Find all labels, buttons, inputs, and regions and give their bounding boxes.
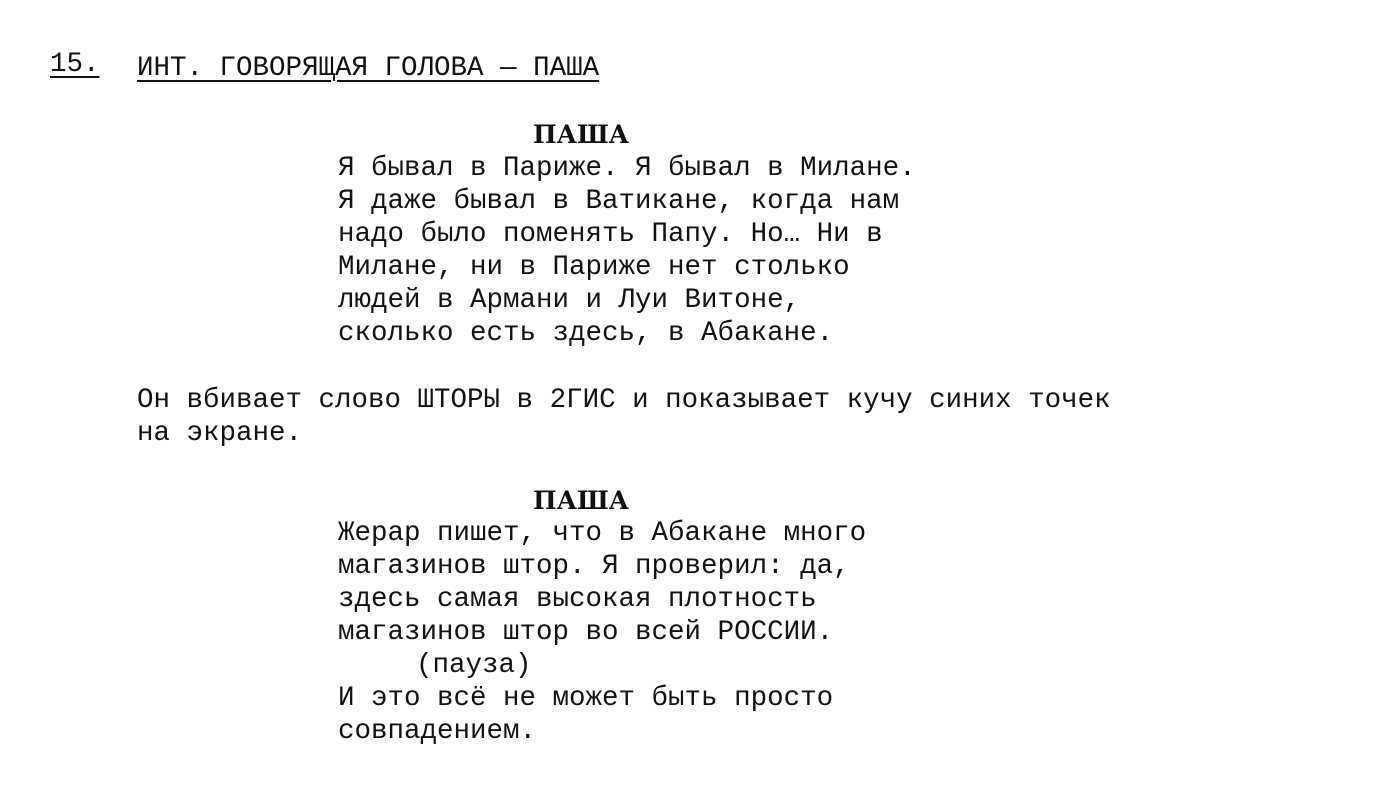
character-name-pasha-2: ПАША [533, 486, 630, 515]
character-name-pasha-1: ПАША [533, 120, 630, 149]
dialogue-line: Жерар пишет, что в Абакане много [338, 518, 867, 549]
action-line: на экране. [137, 418, 303, 449]
dialogue-line: сколько есть здесь, в Абакане. [338, 318, 834, 349]
dialogue-line: надо было поменять Папу. Но… Ни в [338, 219, 883, 250]
dialogue-line: Я даже бывал в Ватикане, когда нам [338, 186, 900, 217]
scene-number: 15. [50, 49, 100, 80]
dialogue-line: И это всё не может быть просто [338, 683, 834, 714]
dialogue-line: совпадением. [338, 716, 537, 747]
dialogue-line: магазинов штор. Я проверил: да, [338, 551, 850, 582]
parenthetical: (пауза) [416, 650, 532, 681]
scene-heading: ИНТ. ГОВОРЯЩАЯ ГОЛОВА — ПАША [137, 53, 600, 84]
dialogue-line: людей в Армани и Луи Витоне, [338, 285, 801, 316]
dialogue-line: магазинов штор во всей РОССИИ. [338, 617, 834, 648]
action-line: Он вбивает слово ШТОРЫ в 2ГИС и показывает кучу синих точек [137, 385, 1111, 416]
dialogue-line: Я бывал в Париже. Я бывал в Милане. [338, 153, 916, 184]
dialogue-line: здесь самая высокая плотность [338, 584, 817, 615]
dialogue-line: Милане, ни в Париже нет столько [338, 252, 850, 283]
